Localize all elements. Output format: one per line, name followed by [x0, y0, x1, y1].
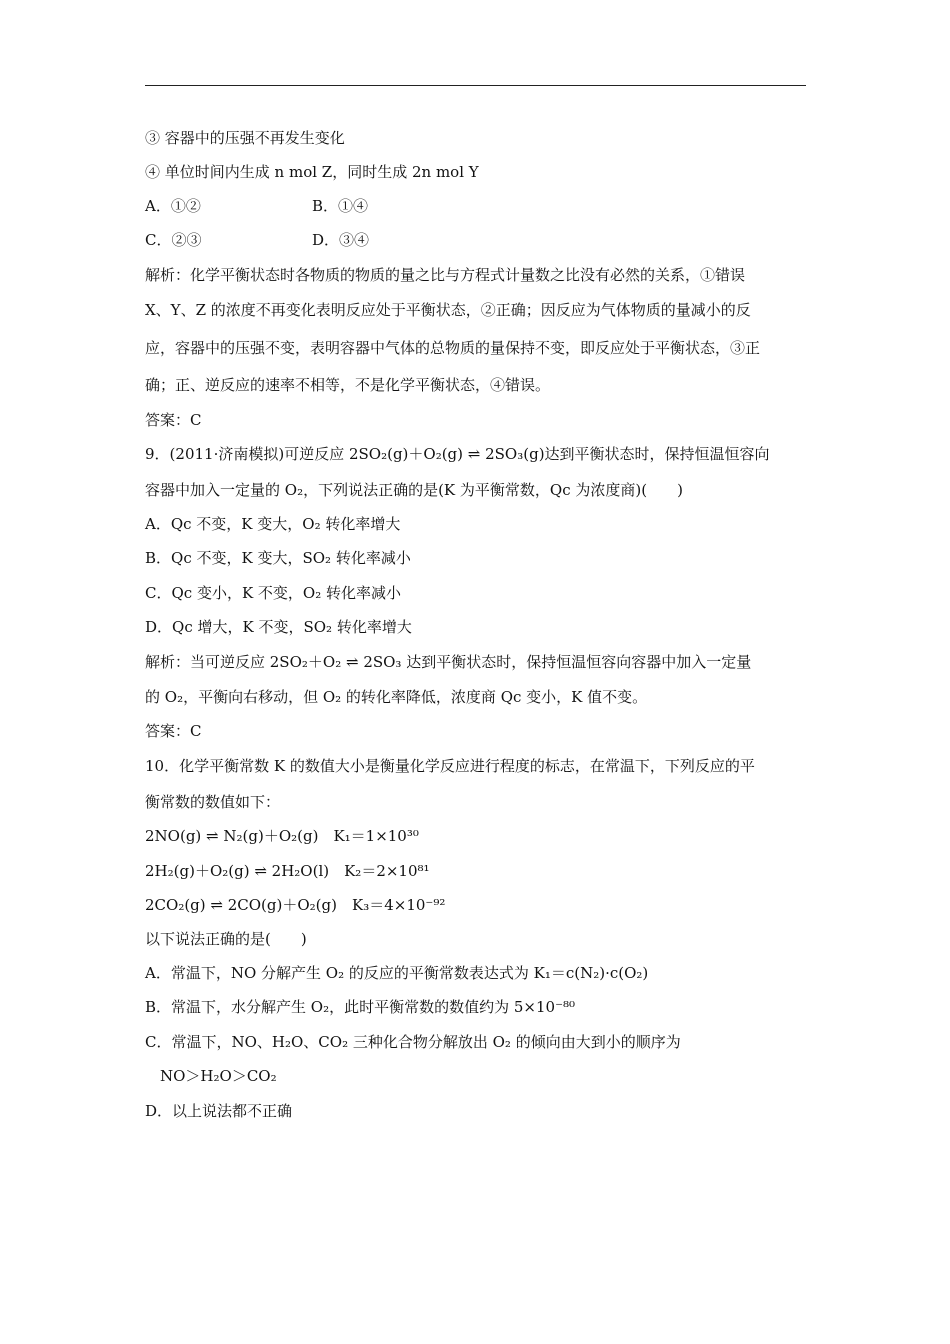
q9-stem-line-2: 容器中加入一定量的 O₂，下列说法正确的是(K 为平衡常数，Qc 为浓度商)( ): [145, 481, 683, 499]
q8-answer: 答案：C: [145, 411, 202, 429]
q10-question: 以下说法正确的是( ): [145, 930, 307, 948]
q9-option-b: B．Qc 不变，K 变大，SO₂ 转化率减小: [145, 549, 411, 567]
q8-solution-line-3: 应，容器中的压强不变，表明容器中气体的总物质的量保持不变，即反应处于平衡状态，③正: [145, 339, 761, 357]
q9-solution-line-2: 的 O₂，平衡向右移动，但 O₂ 的转化率降低，浓度商 Qc 变小，K 值不变。: [145, 688, 648, 706]
q10-option-b: B．常温下，水分解产生 O₂，此时平衡常数的数值约为 5×10⁻⁸⁰: [145, 998, 576, 1016]
q8-option-a: A．①②: [145, 197, 201, 215]
q10-stem-line-2: 衡常数的数值如下：: [145, 793, 281, 811]
statement-3: ③ 容器中的压强不再发生变化: [145, 129, 345, 147]
q8-solution-line-4: 确；正、逆反应的速率不相等，不是化学平衡状态，④错误。: [145, 376, 551, 394]
q8-solution-line-2: X、Y、Z 的浓度不再变化表明反应处于平衡状态，②正确；因反应为气体物质的量减小的反: [145, 301, 751, 319]
q10-option-c-line-2: NO＞H₂O＞CO₂: [160, 1067, 277, 1085]
q10-equation-3: 2CO₂(g) ⇌ 2CO(g)＋O₂(g) K₃＝4×10⁻⁹²: [145, 896, 446, 914]
q9-option-a: A．Qc 不变，K 变大，O₂ 转化率增大: [145, 515, 401, 533]
q9-stem-line-1: 9．(2011·济南模拟)可逆反应 2SO₂(g)＋O₂(g) ⇌ 2SO₃(g)达到平衡状态时，保持恒温恒容向: [145, 445, 770, 463]
header-rule: [145, 85, 806, 86]
q8-option-b: B．①④: [312, 197, 369, 215]
q9-option-d: D．Qc 增大，K 不变，SO₂ 转化率增大: [145, 618, 412, 636]
q9-solution-line-1: 解析：当可逆反应 2SO₂＋O₂ ⇌ 2SO₃ 达到平衡状态时，保持恒温恒容向容器中加入一定量: [145, 653, 752, 671]
q10-option-d: D．以上说法都不正确: [145, 1102, 293, 1120]
q8-solution-line-1: 解析：化学平衡状态时各物质的物质的量之比与方程式计量数之比没有必然的关系，①错误: [145, 266, 746, 284]
q10-option-c-line-1: C．常温下，NO、H₂O、CO₂ 三种化合物分解放出 O₂ 的倾向由大到小的顺序为: [145, 1033, 681, 1051]
q10-option-a: A．常温下，NO 分解产生 O₂ 的反应的平衡常数表达式为 K₁＝c(N₂)·c(O₂): [145, 964, 649, 982]
q9-answer: 答案：C: [145, 722, 202, 740]
q8-option-c: C．②③: [145, 231, 202, 249]
statement-4: ④ 单位时间内生成 n mol Z，同时生成 2n mol Y: [145, 163, 479, 181]
q9-option-c: C．Qc 变小，K 不变，O₂ 转化率减小: [145, 584, 401, 602]
q8-option-d: D．③④: [312, 231, 370, 249]
q10-stem-line-1: 10．化学平衡常数 K 的数值大小是衡量化学反应进行程度的标志，在常温下，下列反应的平: [145, 757, 755, 775]
q10-equation-1: 2NO(g) ⇌ N₂(g)＋O₂(g) K₁＝1×10³⁰: [145, 827, 419, 845]
q10-equation-2: 2H₂(g)＋O₂(g) ⇌ 2H₂O(l) K₂＝2×10⁸¹: [145, 862, 430, 880]
